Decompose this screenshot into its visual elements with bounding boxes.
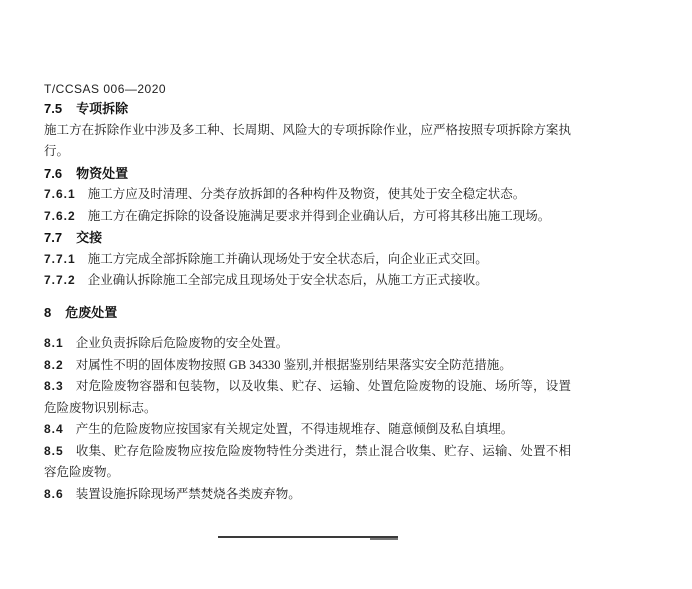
clause-text: 装置设施拆除现场严禁焚烧各类废弃物。 xyxy=(75,486,301,501)
clause-8-5 xyxy=(44,441,571,484)
clause-8-1 xyxy=(44,333,571,355)
clause-text: 企业负责拆除后危险废物的安全处置。 xyxy=(75,336,289,350)
clause-text: 产生的危险废物应按国家有关规定处置，不得违规堆存、随意倾倒及私自填埋。 xyxy=(75,422,514,436)
document-content xyxy=(44,81,571,505)
section-title: 物资处置 xyxy=(76,165,129,181)
clause-number: 8.6 xyxy=(44,486,64,501)
section-title: 交接 xyxy=(76,230,103,245)
clause-8-6 xyxy=(44,484,571,506)
clause-number: 7.6.1 xyxy=(44,187,76,201)
section-number: 8 xyxy=(44,304,52,320)
section-heading-7-6 xyxy=(44,163,571,185)
section-title: 专项拆除 xyxy=(76,101,129,116)
footer-rule-shadow xyxy=(370,538,398,540)
clause-text: 施工方在确定拆除的设备设施满足要求并得到企业确认后，方可将其移出施工现场。 xyxy=(87,208,551,223)
clause-number: 7.6.2 xyxy=(44,208,76,223)
clause-8-2 xyxy=(44,355,571,377)
clause-number: 7.7.2 xyxy=(44,273,76,287)
clause-number: 7.7.1 xyxy=(44,251,76,266)
clause-7-7-2 xyxy=(44,270,571,292)
clause-7-6-1 xyxy=(44,184,571,206)
section-heading-8 xyxy=(44,302,571,324)
clause-text: 施工方完成全部拆除施工并确认现场处于安全状态后，向企业正式交回。 xyxy=(87,251,488,266)
clause-text: 企业确认拆除施工全部完成且现场处于安全状态后，从施工方正式接收。 xyxy=(87,273,488,287)
clause-7-7-1 xyxy=(44,249,571,271)
section-number: 7.5 xyxy=(44,101,63,116)
clause-text: 对属性不明的固体废物按照 GB 34330 鉴别,并根据鉴别结果落实安全防范措施。 xyxy=(75,357,512,372)
clause-7-6-2 xyxy=(44,206,571,228)
clause-number: 8.4 xyxy=(44,422,64,436)
clause-number: 8.3 xyxy=(44,379,64,393)
section-number: 7.6 xyxy=(44,165,63,181)
section-heading-7-5 xyxy=(44,98,571,120)
clause-8-4 xyxy=(44,419,571,441)
clause-8-3 xyxy=(44,376,571,419)
paragraph-7-5: 施工方在拆除作业中涉及多工种、长周期、风险大的专项拆除作业，应严格按照专项拆除方案执行。 xyxy=(44,122,571,158)
clause-text: 施工方应及时清理、分类存放拆卸的各种构件及物资，使其处于安全稳定状态。 xyxy=(87,187,526,201)
section-number: 7.7 xyxy=(44,230,63,245)
section-title: 危废处置 xyxy=(65,304,118,320)
clause-number: 8.5 xyxy=(44,443,64,458)
doc-number: T/CCSAS 006—2020 xyxy=(44,82,167,96)
clause-number: 8.1 xyxy=(44,336,64,350)
clause-number: 8.2 xyxy=(44,357,64,372)
clause-text: 对危险废物容器和包装物，以及收集、贮存、运输、处置危险废物的设施、场所等，设置危险废物识别标志。 xyxy=(44,379,571,415)
clause-text: 收集、贮存危险废物应按危险废物特性分类进行，禁止混合收集、贮存、运输、处置不相容危险废物。 xyxy=(44,443,571,479)
footer-rule xyxy=(218,536,398,538)
section-heading-7-7 xyxy=(44,227,571,249)
